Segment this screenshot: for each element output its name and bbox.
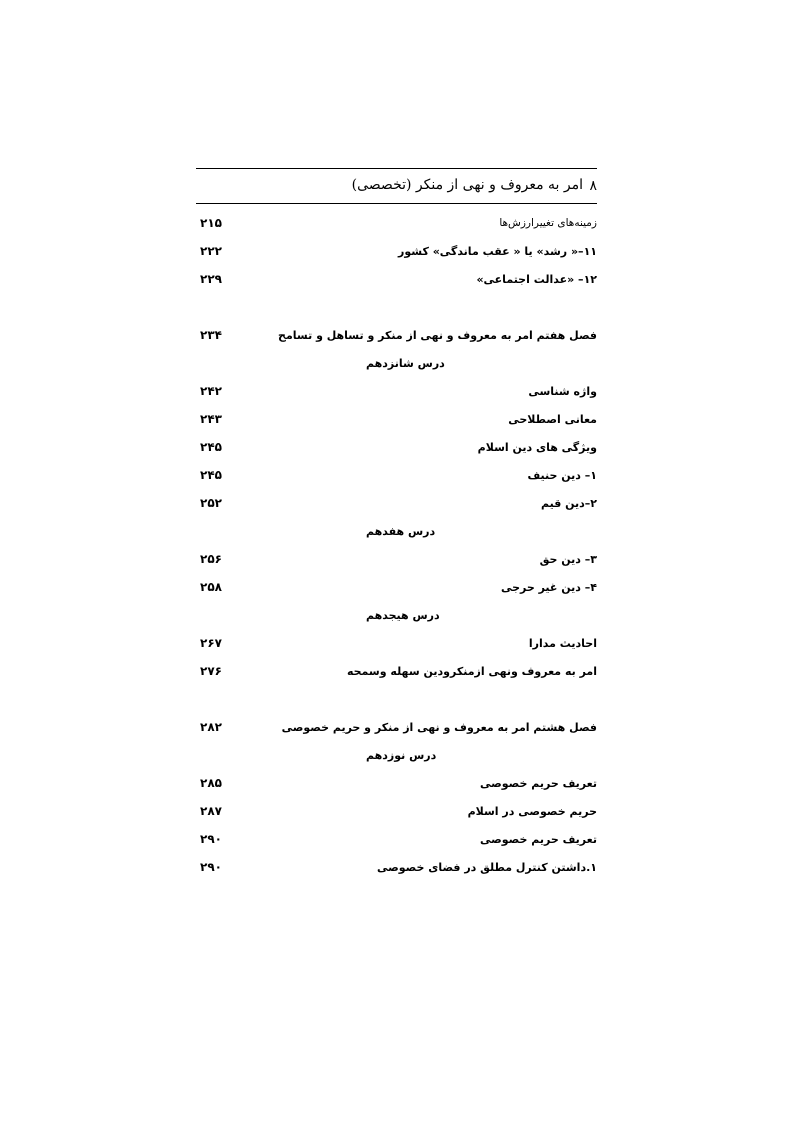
toc-lesson-heading	[196, 603, 597, 631]
toc-entry	[196, 575, 597, 603]
toc-entry-page: ۲۲۹	[200, 272, 222, 286]
toc-entry	[196, 491, 597, 519]
toc-entry-title: ۱۱–« رشد» یا « عقب ماندگی» کشور	[398, 245, 597, 258]
toc-entry-title: ویژگی های دین اسلام	[477, 441, 597, 454]
section-gap	[196, 295, 597, 323]
toc-entry	[196, 855, 597, 883]
toc-entry-title: زمینه‌های تغییرارزش‌ها	[499, 217, 597, 229]
toc-entry	[196, 631, 597, 659]
toc-entries	[196, 211, 597, 883]
toc-entry-title: ۳– دین حق	[539, 553, 597, 566]
toc-lesson-heading	[196, 743, 597, 771]
toc-entry-page: ۲۸۷	[200, 804, 222, 818]
lesson-title: درس هیجدهم	[366, 609, 440, 622]
toc-entry-page: ۲۴۵	[200, 440, 222, 454]
toc-entry-page: ۲۴۲	[200, 384, 222, 398]
toc-entry-title: تعریف حریم خصوصی	[479, 777, 597, 790]
toc-entry-page: ۲۴۵	[200, 468, 222, 482]
toc-entry-title: فصل هشتم امر به معروف و نهی از منکر و حریم خصوصی	[281, 721, 597, 734]
book-title: امر به معروف و نهی از منکر (تخصصی)	[351, 177, 583, 193]
toc-entry-page: ۲۵۶	[200, 552, 222, 566]
toc-entry	[196, 379, 597, 407]
running-header	[196, 169, 597, 203]
toc-lesson-heading	[196, 519, 597, 547]
toc-entry	[196, 239, 597, 267]
lesson-title: درس نوزدهم	[366, 749, 437, 762]
toc-entry-page: ۲۷۶	[200, 664, 222, 678]
toc-entry-title: ۴– دین غیر حرجی	[500, 581, 597, 594]
toc-chapter-entry	[196, 323, 597, 351]
toc-entry-title: ۱– دین حنیف	[527, 469, 597, 482]
toc-page	[196, 168, 597, 883]
toc-entry-page: ۲۳۴	[200, 328, 222, 342]
toc-entry-page: ۲۵۸	[200, 580, 222, 594]
toc-entry-page: ۲۵۲	[200, 496, 222, 510]
toc-entry-title: ۱۲– «عدالت اجتماعی»	[476, 273, 597, 286]
toc-entry-page: ۲۸۵	[200, 776, 222, 790]
toc-entry	[196, 435, 597, 463]
header-bottom-rule	[196, 203, 597, 204]
toc-lesson-heading	[196, 351, 597, 379]
toc-entry	[196, 771, 597, 799]
toc-entry-page: ۲۶۷	[200, 636, 222, 650]
toc-entry-page: ۲۹۰	[200, 860, 222, 874]
section-gap	[196, 687, 597, 715]
lesson-title: درس هفدهم	[366, 525, 436, 538]
toc-entry-title: احادیث مدارا	[528, 637, 597, 650]
toc-entry-page: ۲۹۰	[200, 832, 222, 846]
toc-entry	[196, 267, 597, 295]
toc-entry-page: ۲۱۵	[200, 216, 222, 230]
toc-entry-title: معانی اصطلاحی	[508, 413, 597, 426]
toc-entry-page: ۲۸۲	[200, 720, 222, 734]
page-number: ۸	[589, 178, 597, 194]
toc-entry-title: ۱.داشتن کنترل مطلق در فضای خصوصی	[376, 861, 597, 874]
toc-entry-title: امر به معروف ونهی ازمنکرودین سهله وسمحه	[346, 665, 597, 678]
toc-entry-title: ۲–دین قیم	[540, 497, 597, 510]
toc-entry-title: فصل هفتم امر به معروف و نهی از منکر و تساهل و تسامح	[278, 329, 597, 342]
toc-entry-title: واژه شناسی	[528, 385, 597, 398]
toc-entry-title: حریم خصوصی در اسلام	[467, 805, 597, 818]
toc-entry	[196, 463, 597, 491]
toc-chapter-entry	[196, 715, 597, 743]
toc-entry-title: تعریف حریم خصوصی	[479, 833, 597, 846]
lesson-title: درس شانزدهم	[366, 357, 445, 370]
toc-entry-page: ۲۴۳	[200, 412, 222, 426]
toc-entry-page: ۲۲۲	[200, 244, 222, 258]
toc-entry	[196, 659, 597, 687]
toc-entry	[196, 799, 597, 827]
toc-entry	[196, 827, 597, 855]
toc-entry	[196, 211, 597, 239]
toc-entry	[196, 407, 597, 435]
toc-entry	[196, 547, 597, 575]
